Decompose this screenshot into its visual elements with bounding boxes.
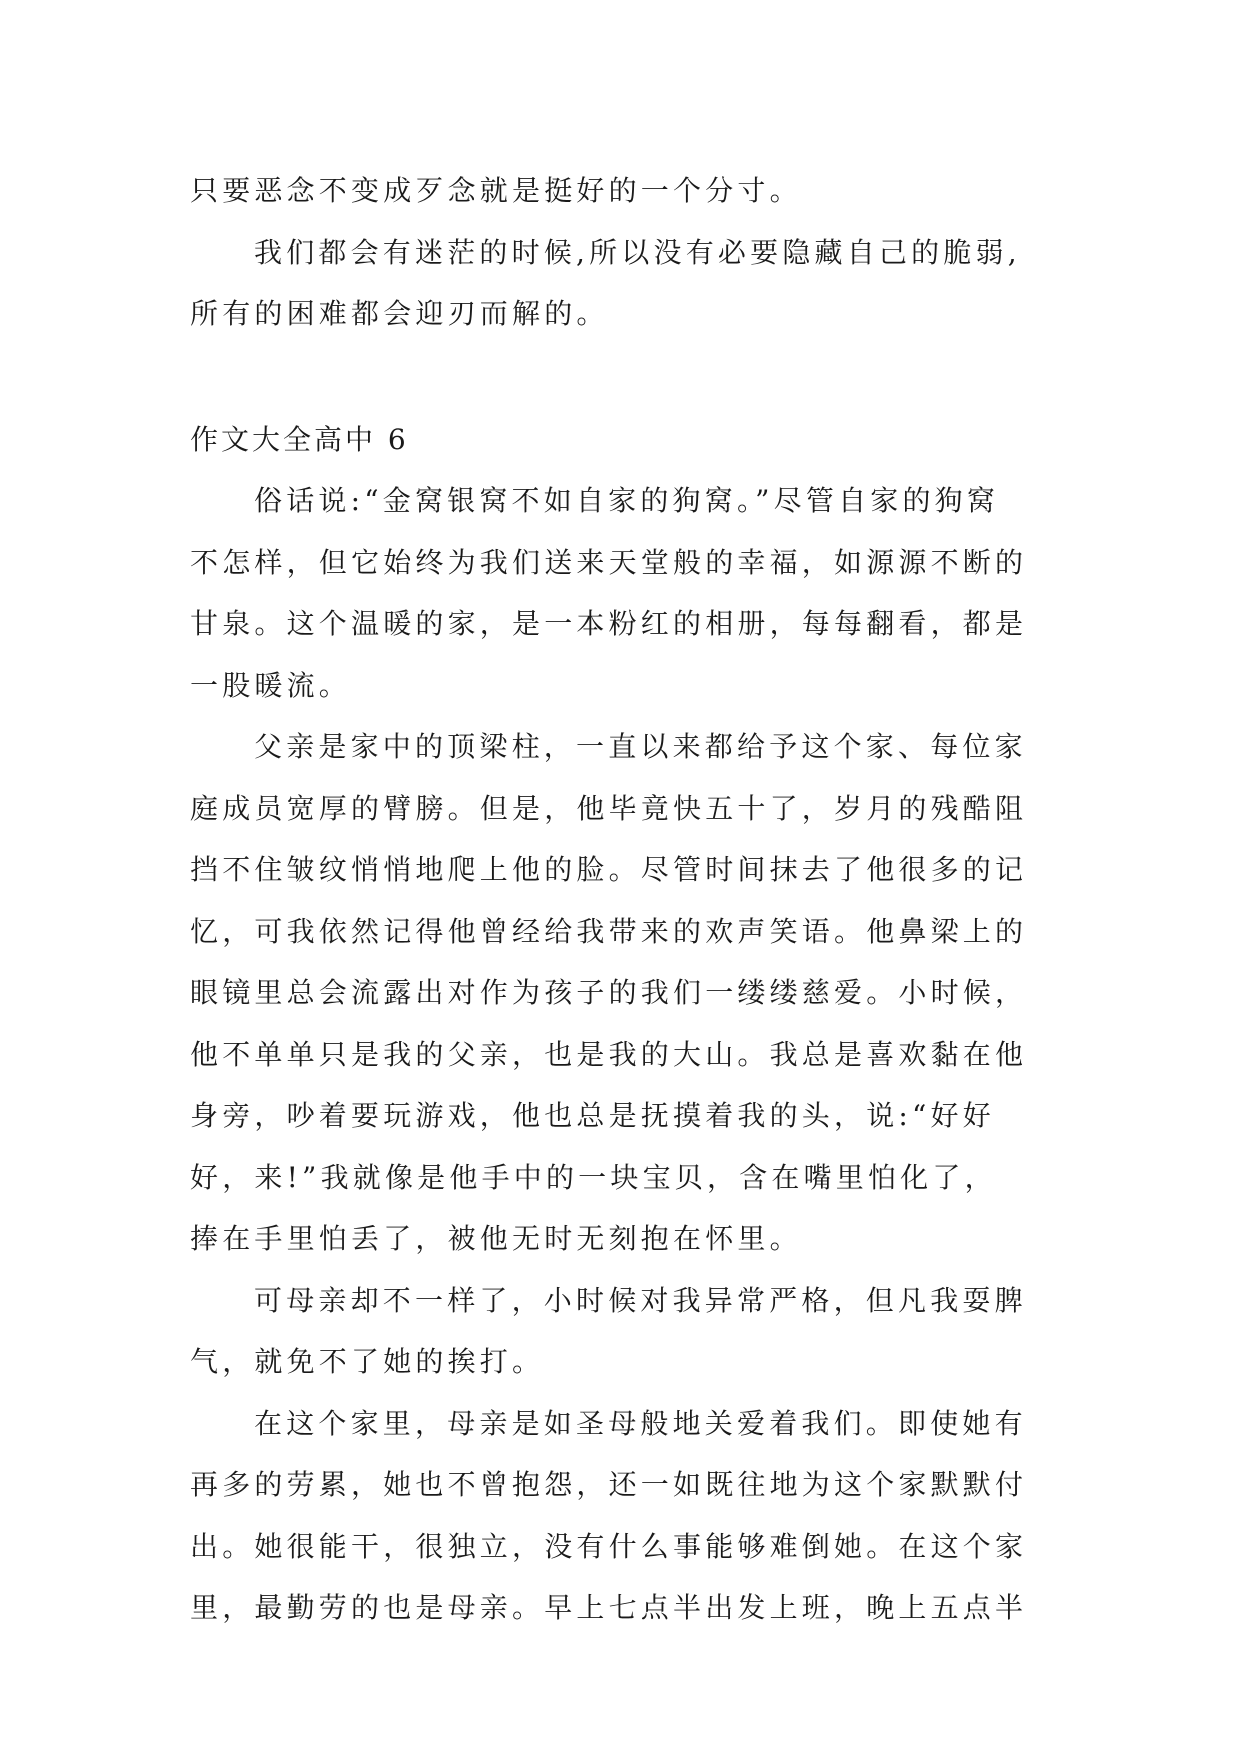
paragraph-line: 庭成员宽厚的臂膀。但是，他毕竟快五十了，岁月的残酷阻	[190, 791, 1028, 825]
paragraph-line: 再多的劳累，她也不曾抱怨，还一如既往地为这个家默默付	[190, 1468, 1028, 1501]
paragraph-line: 在这个家里，母亲是如圣母般地关爱着我们。即使她有	[254, 1406, 1027, 1440]
paragraph-line: 所有的困难都会迎刃而解的。	[190, 297, 609, 330]
paragraph-line: 身旁，吵着要玩游戏，他也总是抚摸着我的头，说:“好好	[190, 1099, 995, 1132]
paragraph-line: 出。她很能干，很独立，没有什么事能够难倒她。在这个家	[190, 1529, 1028, 1563]
paragraph-line: 只要恶念不变成歹念就是挺好的一个分寸。	[190, 174, 802, 207]
paragraph-line: 可母亲却不一样了，小时候对我异常严格，但凡我耍脾	[254, 1283, 1027, 1317]
section-heading: 作文大全高中 6	[190, 422, 409, 456]
paragraph-line: 父亲是家中的顶梁柱，一直以来都给予这个家、每位家	[254, 730, 1027, 763]
paragraph-line: 一股暖流。	[190, 668, 352, 702]
paragraph-line: 捧在手里怕丢了，被他无时无刻抱在怀里。	[190, 1222, 802, 1255]
paragraph-line: 忆，可我依然记得他曾经给我带来的欢声笑语。他鼻梁上的	[190, 914, 1028, 948]
paragraph-gap	[190, 345, 1090, 409]
paragraph-line: 不怎样，但它始终为我们送来天堂般的幸福，如源源不断的	[190, 545, 1028, 579]
paragraph-line: 甘泉。这个温暖的家，是一本粉红的相册，每每翻看，都是	[190, 607, 1028, 640]
paragraph-line: 里，最勤劳的也是母亲。早上七点半出发上班，晚上五点半	[190, 1591, 1028, 1624]
paragraph-line: 好，来!”我就像是他手中的一块宝贝，含在嘴里怕化了，	[190, 1160, 997, 1194]
paragraph-line: 挡不住皱纹悄悄地爬上他的脸。尽管时间抹去了他很多的记	[190, 853, 1028, 886]
paragraph-line: 我们都会有迷茫的时候,所以没有必要隐藏自己的脆弱,	[254, 235, 1021, 269]
paragraph-line: 眼镜里总会流露出对作为孩子的我们一缕缕慈爱。小时候，	[190, 976, 1028, 1009]
paragraph-line: 俗话说:“金窝银窝不如自家的狗窝。”尽管自家的狗窝	[254, 484, 1000, 517]
document-body	[190, 160, 1090, 1639]
paragraph-line: 他不单单只是我的父亲，也是我的大山。我总是喜欢黏在他	[190, 1037, 1028, 1071]
paragraph-line: 气，就免不了她的挨打。	[190, 1345, 545, 1378]
